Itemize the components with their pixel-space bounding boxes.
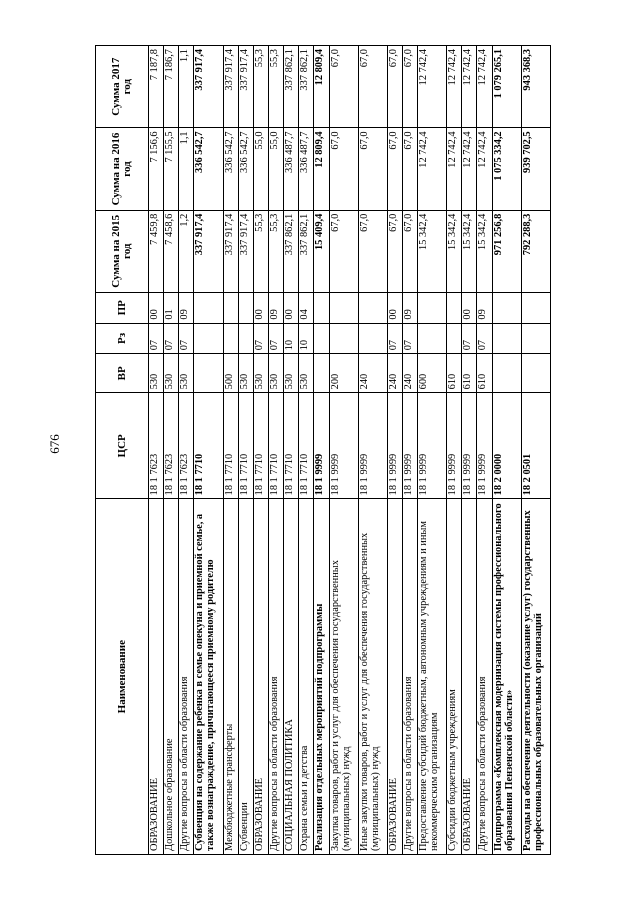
cell-vr [194,354,223,393]
cell-sum-2017: 67,0 [402,46,417,128]
cell-vr: 600 [418,354,447,393]
cell-sum-2015: 55,3 [253,210,268,292]
cell-rz: 07 [387,323,402,354]
cell-sum-2017: 12 742,4 [418,46,447,128]
cell-pr: 09 [179,292,194,323]
cell-vr: 530 [284,354,299,393]
cell-name: Другие вопросы в области образования [477,499,492,855]
cell-pr: 09 [269,292,284,323]
cell-csr: 18 1 9999 [387,393,402,499]
table-row [358,46,387,855]
cell-sum-2017: 67,0 [329,46,358,128]
cell-pr [418,292,447,323]
cell-sum-2015: 15 342,4 [447,210,462,292]
cell-csr: 18 1 7710 [253,393,268,499]
cell-sum-2016: 67,0 [387,128,402,210]
cell-csr: 18 1 7710 [269,393,284,499]
cell-sum-2017: 1 079 265,1 [492,46,521,128]
table-row [418,46,447,855]
cell-rz [238,323,253,354]
table-row [492,46,521,855]
cell-sum-2015: 67,0 [358,210,387,292]
cell-vr: 530 [238,354,253,393]
page-number: 676 [47,434,62,454]
cell-csr: 18 1 7710 [238,393,253,499]
table-row [402,46,417,855]
cell-sum-2017: 7 187,8 [149,46,164,128]
cell-vr: 200 [329,354,358,393]
cell-rz [418,323,447,354]
cell-sum-2016: 12 809,4 [314,128,329,210]
table-row [329,46,358,855]
cell-vr [521,354,550,393]
cell-sum-2015: 15 409,4 [314,210,329,292]
table-row [299,46,314,855]
cell-sum-2015: 337 917,4 [238,210,253,292]
table-row [194,46,223,855]
table-row [462,46,477,855]
cell-sum-2016: 336 487,7 [284,128,299,210]
cell-sum-2016: 336 542,7 [194,128,223,210]
cell-name: Дошкольное образование [164,499,179,855]
cell-csr: 18 1 9999 [314,393,329,499]
cell-rz [492,323,521,354]
header-pr: ПР [96,292,149,323]
cell-vr: 530 [179,354,194,393]
cell-rz [358,323,387,354]
cell-sum-2017: 67,0 [387,46,402,128]
table-body [149,46,551,855]
cell-vr [314,354,329,393]
cell-sum-2016: 12 742,4 [462,128,477,210]
cell-sum-2015: 7 459,8 [149,210,164,292]
table-row [164,46,179,855]
cell-pr [194,292,223,323]
cell-rz: 07 [402,323,417,354]
cell-vr: 530 [253,354,268,393]
cell-sum-2016: 336 487,7 [299,128,314,210]
cell-vr: 240 [358,354,387,393]
cell-csr: 18 1 9999 [447,393,462,499]
cell-name: ОБРАЗОВАНИЕ [149,499,164,855]
cell-sum-2017: 1,1 [179,46,194,128]
cell-pr: 04 [299,292,314,323]
cell-sum-2017: 7 186,7 [164,46,179,128]
cell-sum-2015: 337 917,4 [194,210,223,292]
cell-csr: 18 1 7623 [149,393,164,499]
cell-sum-2015: 67,0 [387,210,402,292]
cell-vr: 530 [269,354,284,393]
cell-sum-2016: 67,0 [329,128,358,210]
cell-name: Закупка товаров, работ и услуг для обеспечения государственных (муниципальных) нужд [329,499,358,855]
cell-vr: 240 [402,354,417,393]
cell-pr: 00 [253,292,268,323]
cell-pr: 01 [164,292,179,323]
cell-name: Подпрограмма «Комплексная модернизация системы профессионального образования Пензенской области» [492,499,521,855]
cell-name: Охрана семьи и детства [299,499,314,855]
cell-pr [329,292,358,323]
cell-sum-2017: 12 742,4 [477,46,492,128]
cell-sum-2017: 55,3 [253,46,268,128]
cell-pr [238,292,253,323]
cell-sum-2016: 67,0 [402,128,417,210]
cell-sum-2016: 55,0 [253,128,268,210]
cell-sum-2017: 337 917,4 [194,46,223,128]
cell-rz [447,323,462,354]
cell-sum-2017: 12 809,4 [314,46,329,128]
cell-vr [492,354,521,393]
cell-rz [521,323,550,354]
cell-rz: 07 [179,323,194,354]
table-row [238,46,253,855]
cell-csr: 18 1 9999 [329,393,358,499]
table-row [269,46,284,855]
cell-sum-2016: 12 742,4 [418,128,447,210]
cell-sum-2015: 337 862,1 [299,210,314,292]
header-csr: ЦСР [96,393,149,499]
cell-name: Другие вопросы в области образования [402,499,417,855]
cell-sum-2017: 337 917,4 [238,46,253,128]
header-sum-2016: Сумма на 2016 год [96,128,149,210]
cell-sum-2017: 943 368,3 [521,46,550,128]
cell-name: Субвенция на содержание ребенка в семье опекуна и приемной семье, а также вознаграждение, причитающееся приемному родителю [194,499,223,855]
cell-sum-2015: 67,0 [329,210,358,292]
cell-pr [447,292,462,323]
cell-vr: 500 [223,354,238,393]
cell-sum-2017: 55,3 [269,46,284,128]
cell-pr: 00 [387,292,402,323]
cell-name: Межбюджетные трансферты [223,499,238,855]
cell-sum-2016: 1,1 [179,128,194,210]
cell-rz: 07 [477,323,492,354]
cell-pr: 00 [284,292,299,323]
cell-sum-2017: 337 862,1 [284,46,299,128]
cell-rz: 07 [253,323,268,354]
cell-sum-2015: 337 917,4 [223,210,238,292]
cell-sum-2016: 939 702,5 [521,128,550,210]
cell-sum-2017: 12 742,4 [447,46,462,128]
cell-csr: 18 1 9999 [402,393,417,499]
cell-vr: 610 [447,354,462,393]
table-row [284,46,299,855]
cell-name: Другие вопросы в области образования [179,499,194,855]
cell-csr: 18 2 0501 [521,393,550,499]
cell-sum-2016: 336 542,7 [223,128,238,210]
table-row [149,46,164,855]
budget-table [95,45,551,855]
cell-name: Реализация отдельных мероприятий подпрограммы [314,499,329,855]
cell-rz: 07 [269,323,284,354]
cell-pr: 00 [149,292,164,323]
cell-sum-2016: 55,0 [269,128,284,210]
table-row [447,46,462,855]
cell-rz [314,323,329,354]
cell-rz [329,323,358,354]
header-rz: Рз [96,323,149,354]
cell-csr: 18 1 7710 [284,393,299,499]
cell-csr: 18 1 9999 [418,393,447,499]
cell-name: СОЦИАЛЬНАЯ ПОЛИТИКА [284,499,299,855]
cell-pr [223,292,238,323]
cell-name: Иные закупки товаров, работ и услуг для обеспечения государственных (муниципальных) нужд [358,499,387,855]
cell-rz: 07 [462,323,477,354]
table-row [179,46,194,855]
cell-sum-2017: 337 917,4 [223,46,238,128]
cell-sum-2016: 12 742,4 [447,128,462,210]
cell-sum-2015: 15 342,4 [462,210,477,292]
cell-sum-2016: 7 156,6 [149,128,164,210]
cell-sum-2017: 337 862,1 [299,46,314,128]
cell-sum-2015: 1,2 [179,210,194,292]
table-header-row [96,46,149,855]
cell-sum-2017: 12 742,4 [462,46,477,128]
cell-pr: 00 [462,292,477,323]
cell-vr: 530 [299,354,314,393]
header-sum-2015: Сумма на 2015 год [96,210,149,292]
cell-name: ОБРАЗОВАНИЕ [462,499,477,855]
cell-sum-2015: 55,3 [269,210,284,292]
cell-rz: 07 [149,323,164,354]
cell-sum-2016: 336 542,7 [238,128,253,210]
cell-vr: 610 [462,354,477,393]
cell-pr: 09 [402,292,417,323]
cell-vr: 240 [387,354,402,393]
cell-sum-2016: 12 742,4 [477,128,492,210]
cell-sum-2015: 337 862,1 [284,210,299,292]
budget-table-rotated [95,45,551,855]
cell-sum-2015: 15 342,4 [477,210,492,292]
cell-rz [223,323,238,354]
cell-sum-2015: 792 288,3 [521,210,550,292]
table-row [253,46,268,855]
cell-csr: 18 1 9999 [477,393,492,499]
table-row [223,46,238,855]
cell-csr: 18 1 9999 [462,393,477,499]
table-row [387,46,402,855]
cell-rz: 10 [284,323,299,354]
cell-vr: 530 [149,354,164,393]
cell-sum-2016: 67,0 [358,128,387,210]
cell-vr: 610 [477,354,492,393]
cell-name: Субвенции [238,499,253,855]
cell-sum-2017: 67,0 [358,46,387,128]
cell-sum-2016: 7 155,5 [164,128,179,210]
cell-name: Субсидии бюджетным учреждениям [447,499,462,855]
cell-name: Другие вопросы в области образования [269,499,284,855]
cell-csr: 18 1 9999 [358,393,387,499]
cell-csr: 18 1 7710 [299,393,314,499]
cell-name: ОБРАЗОВАНИЕ [253,499,268,855]
cell-pr [358,292,387,323]
cell-csr: 18 1 7710 [223,393,238,499]
cell-csr: 18 1 7710 [194,393,223,499]
cell-rz [194,323,223,354]
cell-csr: 18 1 7623 [179,393,194,499]
cell-csr: 18 2 0000 [492,393,521,499]
cell-pr [314,292,329,323]
cell-sum-2015: 15 342,4 [418,210,447,292]
cell-csr: 18 1 7623 [164,393,179,499]
cell-pr [521,292,550,323]
cell-vr: 530 [164,354,179,393]
cell-sum-2016: 1 075 334,2 [492,128,521,210]
cell-pr [492,292,521,323]
cell-sum-2015: 971 256,8 [492,210,521,292]
header-sum-2017: Сумма 2017 год [96,46,149,128]
cell-name: Расходы на обеспечение деятельности (оказание услуг) государственных профессиональных образовательных организаций [521,499,550,855]
table-row [521,46,550,855]
cell-name: ОБРАЗОВАНИЕ [387,499,402,855]
cell-rz: 07 [164,323,179,354]
cell-name: Предоставление субсидий бюджетным, автономным учреждениям и иным некоммерческим организациям [418,499,447,855]
cell-rz: 10 [299,323,314,354]
table-row [314,46,329,855]
cell-pr: 09 [477,292,492,323]
cell-sum-2015: 7 458,6 [164,210,179,292]
header-vr: ВР [96,354,149,393]
cell-sum-2015: 67,0 [402,210,417,292]
header-name: Наименование [96,499,149,855]
table-row [477,46,492,855]
